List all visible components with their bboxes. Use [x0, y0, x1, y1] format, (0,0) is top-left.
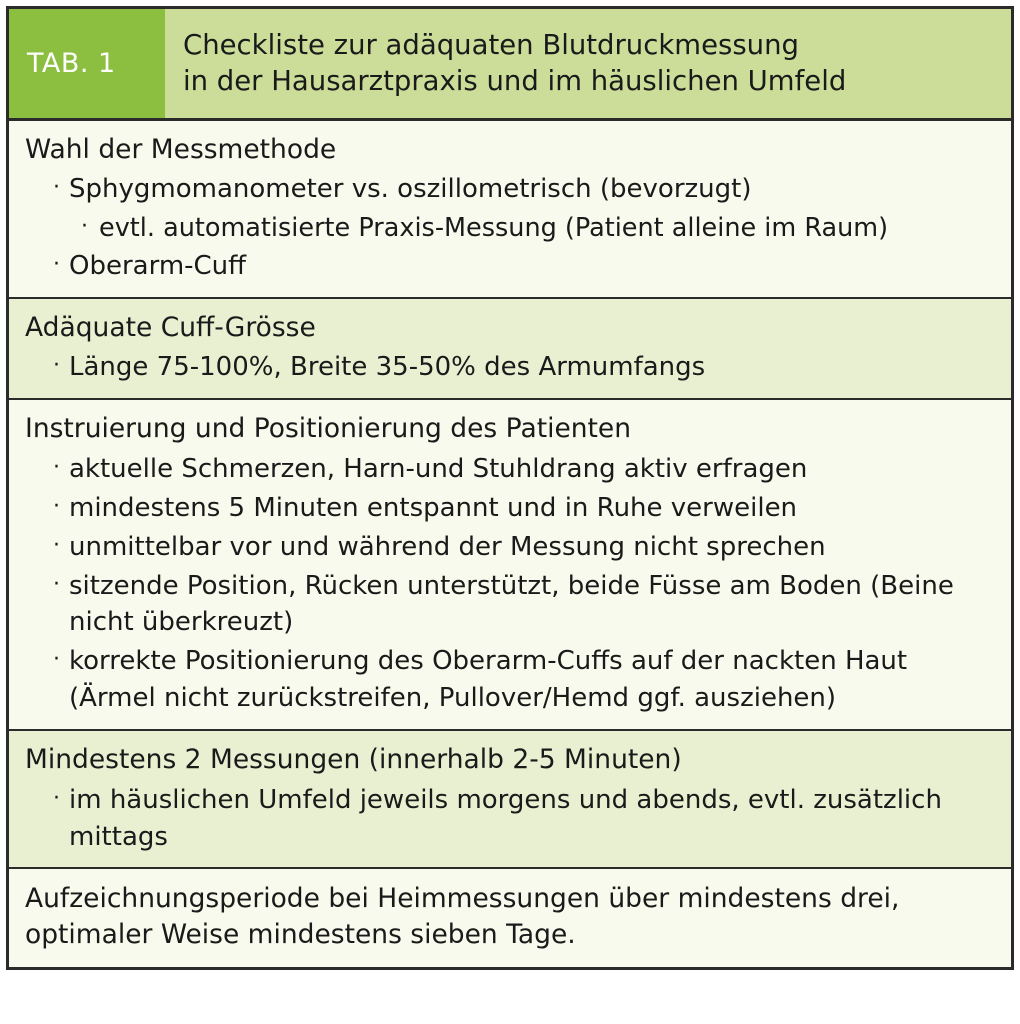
bullet-icon: · [53, 647, 60, 673]
list-item-text: sitzende Position, Rücken unterstützt, beide Füsse am Boden (Beine nicht überkreuzt) [69, 570, 954, 638]
bullet-icon: · [53, 785, 60, 811]
bullet-icon: · [53, 571, 60, 597]
list-item-text: korrekte Positionierung des Oberarm-Cuffs auf der nackten Haut (Ärmel nicht zurückstreifen, Pullover/Hemd ggf. ausziehen) [69, 646, 908, 714]
list-item-text: Oberarm-Cuff [69, 251, 247, 282]
table-title-line-2: in der Hausarztpraxis und im häuslichen Umfeld [183, 65, 847, 98]
bullet-icon: · [53, 532, 60, 558]
section-item-list [23, 171, 997, 285]
bullet-icon: · [53, 454, 60, 480]
bullet-icon: · [53, 353, 60, 379]
bullet-icon: · [53, 493, 60, 519]
section-title: Instruierung und Positionierung des Patienten [25, 413, 632, 445]
section-mindestens-2-messungen [9, 731, 1011, 869]
list-item [23, 451, 997, 488]
section-wahl-der-messmethode [9, 121, 1011, 299]
section-item-list [23, 782, 997, 856]
list-item-text: im häuslichen Umfeld jeweils morgens und abends, evtl. zusätzlich mittags [69, 784, 942, 852]
list-item-text: mindestens 5 Minuten entspannt und in Ruhe verweilen [69, 492, 798, 523]
list-item [23, 349, 997, 386]
table-title [165, 9, 862, 118]
section-aufzeichnungsperiode [9, 869, 1011, 967]
bullet-icon: · [81, 213, 88, 239]
section-title: Adäquate Cuff-Grösse [25, 312, 316, 344]
list-item [23, 643, 997, 717]
list-item [23, 171, 997, 208]
table-number-badge: TAB. 1 [9, 9, 165, 118]
bullet-icon: · [53, 175, 60, 201]
list-item-text: aktuelle Schmerzen, Harn-und Stuhldrang aktiv erfragen [69, 453, 808, 484]
list-item [23, 248, 997, 285]
section-instruierung-und-positionierung [9, 400, 1011, 731]
table-title-line-1: Checkliste zur adäquaten Blutdruckmessung [183, 29, 799, 61]
list-item-text: unmittelbar vor und während der Messung nicht sprechen [69, 531, 826, 562]
section-title: Mindestens 2 Messungen (innerhalb 2-5 Minuten) [25, 744, 682, 776]
section-title: Wahl der Messmethode [25, 133, 337, 165]
list-item-text: evtl. automatisierte Praxis-Messung (Patient alleine im Raum) [99, 212, 889, 243]
list-item [23, 210, 997, 246]
section-adaequate-cuff-groesse [9, 299, 1011, 400]
list-item [23, 782, 997, 856]
section-item-list [23, 349, 997, 386]
list-item [23, 490, 997, 527]
section-title: Aufzeichnungsperiode bei Heimmessungen über mindestens drei, optimaler Weise mindestens sieben Tage. [25, 883, 900, 951]
list-item-text: Länge 75-100%, Breite 35-50% des Armumfangs [69, 352, 706, 383]
section-item-list [23, 451, 997, 717]
list-item [23, 529, 997, 566]
list-item [23, 568, 997, 642]
bullet-icon: · [53, 252, 60, 278]
checklist-table [6, 6, 1014, 970]
list-item-text: Sphygmomanometer vs. oszillometrisch (bevorzugt) [69, 174, 752, 205]
table-header [9, 9, 1011, 121]
